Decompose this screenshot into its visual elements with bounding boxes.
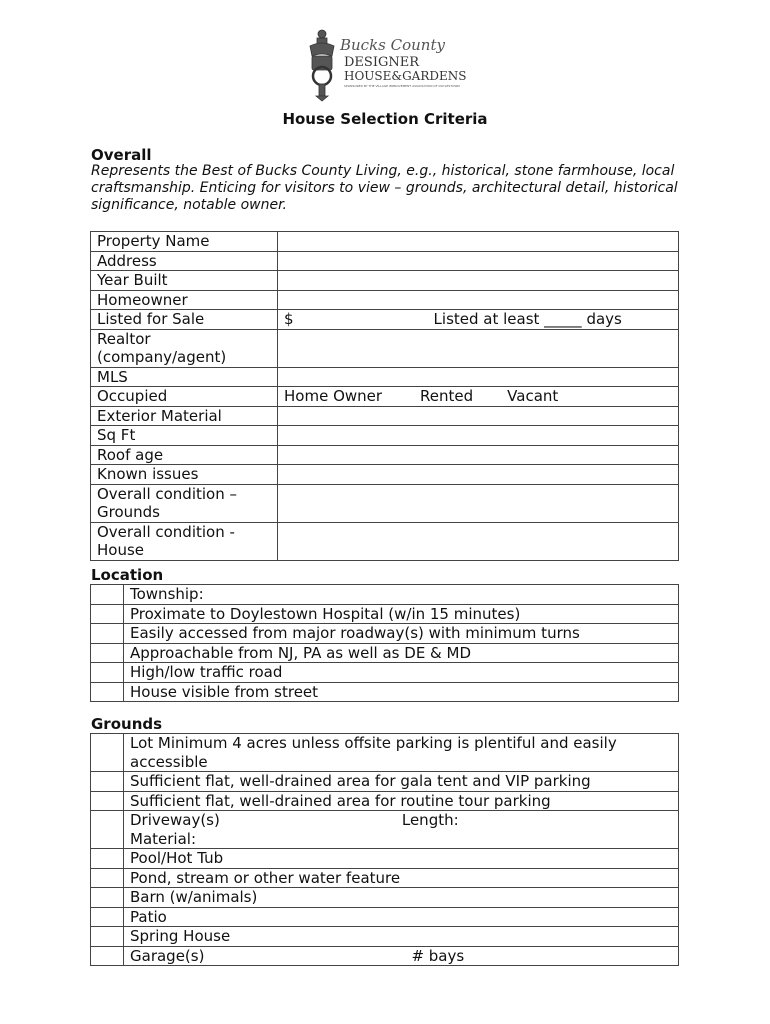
location-row	[91, 663, 679, 683]
location-item-hospital: Proximate to Doylestown Hospital (w/in 15 minutes)	[124, 604, 679, 624]
location-check-approachable[interactable]	[91, 643, 124, 663]
location-table	[90, 584, 679, 702]
grounds-item-tour: Sufficient flat, well-drained area for routine tour parking	[124, 791, 679, 811]
svg-text:SPONSORED BY THE VILLAGE IMPRO: SPONSORED BY THE VILLAGE IMPROVEMENT ASSOCIATION OF DOYLESTOWN	[344, 84, 460, 88]
grounds-row	[91, 868, 679, 888]
row-exterior-material	[91, 406, 679, 426]
grounds-heading: Grounds	[91, 715, 163, 733]
listed-at-least-text: Listed at least _____ days	[433, 310, 622, 328]
label-year-built: Year Built	[91, 271, 278, 291]
option-rented[interactable]: Rented	[420, 387, 474, 405]
location-heading: Location	[91, 566, 164, 584]
location-check-traffic[interactable]	[91, 663, 124, 683]
grounds-row	[91, 907, 679, 927]
value-mls[interactable]	[278, 367, 679, 387]
value-roof-age[interactable]	[278, 445, 679, 465]
label-occupied: Occupied	[91, 387, 278, 407]
grounds-row	[91, 734, 679, 772]
value-occupied[interactable]	[278, 387, 679, 407]
label-known-issues: Known issues	[91, 465, 278, 485]
location-row	[91, 682, 679, 702]
grounds-check-spring-house[interactable]	[91, 927, 124, 947]
value-property-name[interactable]	[278, 232, 679, 252]
location-check-visible[interactable]	[91, 682, 124, 702]
grounds-row	[91, 791, 679, 811]
row-address	[91, 251, 679, 271]
location-item-township: Township:	[124, 585, 679, 605]
material-label: Material:	[130, 829, 196, 848]
value-condition-grounds[interactable]	[278, 484, 679, 522]
value-known-issues[interactable]	[278, 465, 679, 485]
length-label: Length:	[401, 811, 459, 829]
option-vacant[interactable]: Vacant	[507, 387, 559, 405]
overall-heading: Overall	[91, 146, 152, 164]
page-title: House Selection Criteria	[282, 110, 488, 128]
location-item-approachable: Approachable from NJ, PA as well as DE & MD	[124, 643, 679, 663]
grounds-item-pool: Pool/Hot Tub	[124, 849, 679, 869]
driveway-label: Driveway(s)	[130, 811, 220, 829]
location-item-roadway: Easily accessed from major roadway(s) with minimum turns	[124, 624, 679, 644]
label-mls: MLS	[91, 367, 278, 387]
location-item-traffic: High/low traffic road	[124, 663, 679, 683]
location-row	[91, 585, 679, 605]
svg-text:Bucks County: Bucks County	[340, 36, 445, 54]
row-condition-house	[91, 522, 679, 560]
label-realtor: Realtor (company/agent)	[91, 329, 278, 367]
label-condition-grounds: Overall condition – Grounds	[91, 484, 278, 522]
row-sq-ft	[91, 426, 679, 446]
row-listed-for-sale	[91, 310, 679, 330]
grounds-row	[91, 811, 679, 849]
grounds-item-driveway	[124, 811, 679, 849]
grounds-item-lot: Lot Minimum 4 acres unless offsite parking is plentiful and easily accessible	[124, 734, 679, 772]
grounds-item-pond: Pond, stream or other water feature	[124, 868, 679, 888]
value-realtor[interactable]	[278, 329, 679, 367]
grounds-item-patio: Patio	[124, 907, 679, 927]
label-exterior-material: Exterior Material	[91, 406, 278, 426]
row-homeowner	[91, 290, 679, 310]
row-condition-grounds	[91, 484, 679, 522]
grounds-check-barn[interactable]	[91, 888, 124, 908]
bays-label: # bays	[411, 946, 465, 965]
location-check-roadway[interactable]	[91, 624, 124, 644]
overall-description: Represents the Best of Bucks County Living, e.g., historical, stone farmhouse, local craftsmanship. Enticing for visitors to view – grounds, architectural detail, historical significance, notable owner.	[91, 163, 678, 213]
svg-text:HOUSE&GARDENS: HOUSE&GARDENS	[344, 69, 467, 83]
label-homeowner: Homeowner	[91, 290, 278, 310]
label-condition-house: Overall condition - House	[91, 522, 278, 560]
garage-label: Garage(s)	[130, 946, 205, 965]
designer-house-logo	[302, 26, 472, 102]
value-address[interactable]	[278, 251, 679, 271]
option-home-owner[interactable]: Home Owner	[284, 387, 383, 405]
grounds-row	[91, 946, 679, 966]
row-property-name	[91, 232, 679, 252]
label-sq-ft: Sq Ft	[91, 426, 278, 446]
grounds-check-pool[interactable]	[91, 849, 124, 869]
value-listed-for-sale[interactable]	[278, 310, 679, 330]
label-listed-for-sale: Listed for Sale	[91, 310, 278, 330]
grounds-row	[91, 772, 679, 792]
label-roof-age: Roof age	[91, 445, 278, 465]
grounds-check-driveway[interactable]	[91, 811, 124, 849]
dollar-sign: $	[284, 310, 294, 328]
row-occupied	[91, 387, 679, 407]
label-property-name: Property Name	[91, 232, 278, 252]
grounds-table	[90, 733, 679, 966]
value-sq-ft[interactable]	[278, 426, 679, 446]
row-roof-age	[91, 445, 679, 465]
svg-text:DESIGNER: DESIGNER	[344, 55, 419, 70]
grounds-check-tour[interactable]	[91, 791, 124, 811]
location-item-visible: House visible from street	[124, 682, 679, 702]
location-check-hospital[interactable]	[91, 604, 124, 624]
grounds-check-patio[interactable]	[91, 907, 124, 927]
grounds-row	[91, 927, 679, 947]
grounds-check-pond[interactable]	[91, 868, 124, 888]
grounds-check-lot[interactable]	[91, 734, 124, 772]
grounds-row	[91, 849, 679, 869]
grounds-item-garage	[124, 946, 679, 966]
location-row	[91, 624, 679, 644]
grounds-row	[91, 888, 679, 908]
row-known-issues	[91, 465, 679, 485]
value-exterior-material[interactable]	[278, 406, 679, 426]
location-row	[91, 604, 679, 624]
value-year-built[interactable]	[278, 271, 679, 291]
label-address: Address	[91, 251, 278, 271]
value-homeowner[interactable]	[278, 290, 679, 310]
grounds-check-garage[interactable]	[91, 946, 124, 966]
grounds-check-gala[interactable]	[91, 772, 124, 792]
value-condition-house[interactable]	[278, 522, 679, 560]
grounds-item-barn: Barn (w/animals)	[124, 888, 679, 908]
grounds-item-spring-house: Spring House	[124, 927, 679, 947]
grounds-item-gala: Sufficient flat, well-drained area for gala tent and VIP parking	[124, 772, 679, 792]
location-check-township[interactable]	[91, 585, 124, 605]
row-mls	[91, 367, 679, 387]
location-row	[91, 643, 679, 663]
row-realtor	[91, 329, 679, 367]
overall-table	[90, 231, 679, 561]
row-year-built	[91, 271, 679, 291]
